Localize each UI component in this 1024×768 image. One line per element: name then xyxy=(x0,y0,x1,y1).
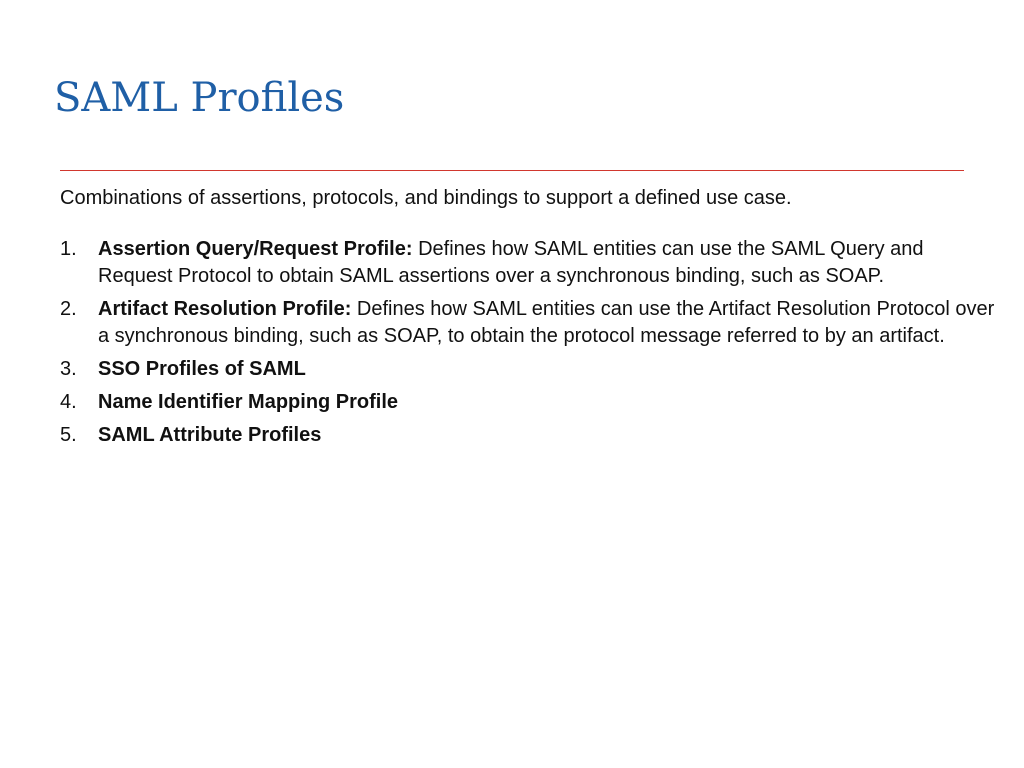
list-item xyxy=(60,296,1000,350)
profile-list xyxy=(60,236,1000,449)
item-term: Name Identifier Mapping Profile xyxy=(98,391,399,413)
item-term: SAML Attribute Profiles xyxy=(98,424,322,446)
item-term: SSO Profiles of SAML xyxy=(98,358,306,380)
item-term: Artifact Resolution Profile: xyxy=(98,298,352,320)
item-number: 4. xyxy=(60,391,77,413)
item-term: Assertion Query/Request Profile: xyxy=(98,238,413,260)
item-number: 3. xyxy=(60,358,77,380)
list-item xyxy=(60,389,1000,416)
title-divider xyxy=(60,170,964,171)
item-description: Defines how SAML entities can use the Artifact Resolution Protocol over a synchronous binding, such as SOAP, to obtain the protocol message referred to by an artifact. xyxy=(98,298,995,347)
item-number: 5. xyxy=(60,424,77,446)
slide-content xyxy=(60,185,1000,455)
list-item xyxy=(60,236,1000,290)
item-description: Defines how SAML entities can use the SAML Query and Request Protocol to obtain SAML assertions over a synchronous binding, such as SOAP. xyxy=(98,238,924,287)
item-number: 1. xyxy=(60,238,77,260)
list-item xyxy=(60,422,1000,449)
list-item xyxy=(60,356,1000,383)
item-number: 2. xyxy=(60,298,77,320)
intro-text: Combinations of assertions, protocols, and bindings to support a defined use case. xyxy=(60,187,792,209)
slide-title: SAML Profiles xyxy=(54,75,345,121)
